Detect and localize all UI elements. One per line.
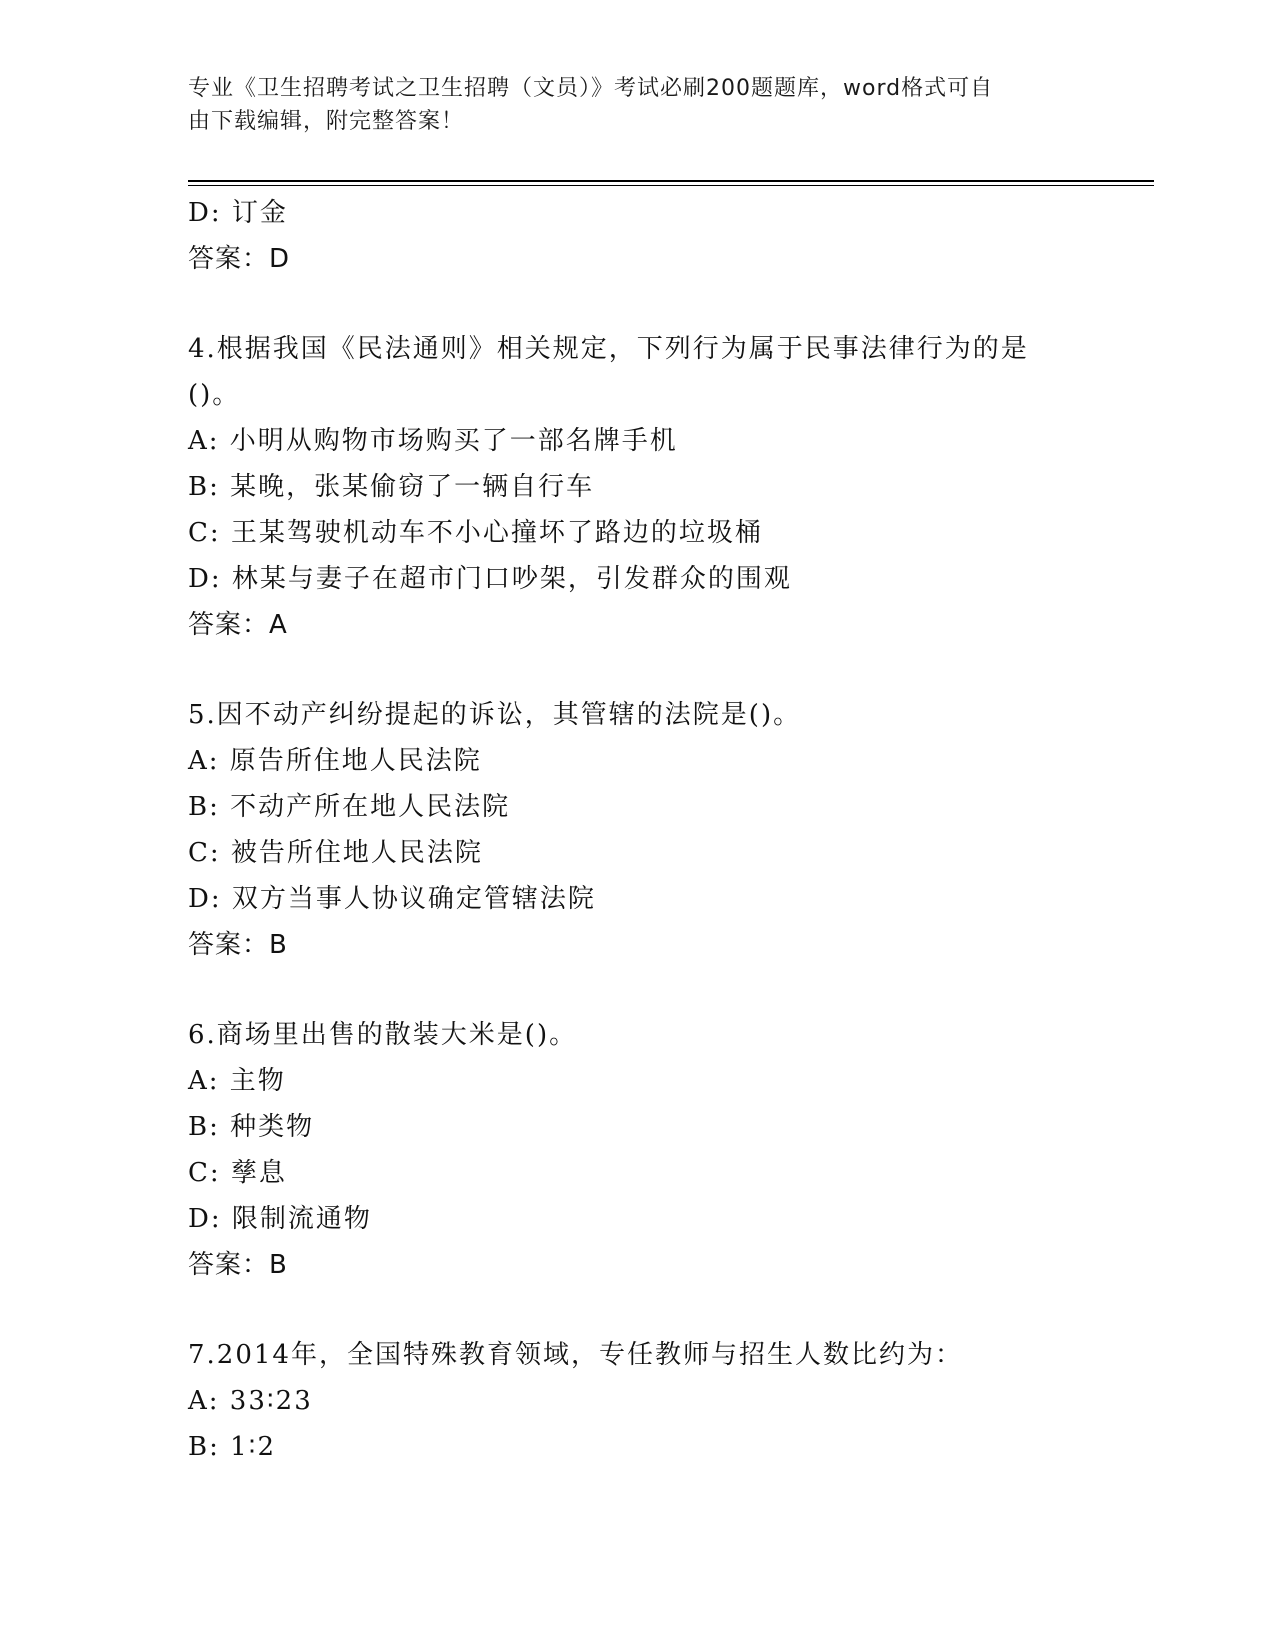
option-b: B: 1∶2 bbox=[188, 1432, 276, 1462]
header-divider-thin bbox=[188, 185, 1154, 186]
question-content bbox=[188, 190, 1154, 1470]
answer-line: 答案：A bbox=[188, 610, 288, 640]
spacer bbox=[188, 1288, 1154, 1332]
option-d: D: 订金 bbox=[188, 198, 288, 228]
question-stem: 5.因不动产纠纷提起的诉讼，其管辖的法院是()。 bbox=[188, 700, 802, 730]
option-d: D: 限制流通物 bbox=[188, 1204, 372, 1234]
spacer bbox=[188, 968, 1154, 1012]
answer-line: 答案：B bbox=[188, 930, 288, 960]
header-line-2: 由下载编辑，附完整答案！ bbox=[188, 109, 465, 134]
option-b: B: 不动产所在地人民法院 bbox=[188, 792, 511, 822]
header-divider-thick bbox=[188, 180, 1154, 182]
option-a: A: 原告所住地人民法院 bbox=[188, 746, 482, 776]
answer-line: 答案：D bbox=[188, 244, 291, 274]
spacer bbox=[188, 648, 1154, 692]
question-stem-continued: ()。 bbox=[188, 380, 241, 410]
option-b: B: 某晚，张某偷窃了一辆自行车 bbox=[188, 472, 595, 502]
option-c: C: 孳息 bbox=[188, 1158, 287, 1188]
option-b: B: 种类物 bbox=[188, 1112, 315, 1142]
header-line-1: 专业《卫生招聘考试之卫生招聘（文员）》考试必刷200题题库，word格式可自 bbox=[188, 76, 994, 101]
option-d: D: 林某与妻子在超市门口吵架，引发群众的围观 bbox=[188, 564, 792, 594]
option-a: A: 主物 bbox=[188, 1066, 286, 1096]
spacer bbox=[188, 282, 1154, 326]
option-a: A: 33∶23 bbox=[188, 1386, 313, 1416]
page-header bbox=[188, 72, 1068, 138]
option-a: A: 小明从购物市场购买了一部名牌手机 bbox=[188, 426, 678, 456]
option-d: D: 双方当事人协议确定管辖法院 bbox=[188, 884, 596, 914]
option-c: C: 被告所住地人民法院 bbox=[188, 838, 483, 868]
question-stem: 4.根据我国《民法通则》相关规定，下列行为属于民事法律行为的是 bbox=[188, 334, 1029, 364]
question-stem: 6.商场里出售的散装大米是()。 bbox=[188, 1020, 578, 1050]
answer-line: 答案：B bbox=[188, 1250, 288, 1280]
option-c: C: 王某驾驶机动车不小心撞坏了路边的垃圾桶 bbox=[188, 518, 763, 548]
question-stem: 7.2014年，全国特殊教育领域，专任教师与招生人数比约为： bbox=[188, 1340, 963, 1370]
